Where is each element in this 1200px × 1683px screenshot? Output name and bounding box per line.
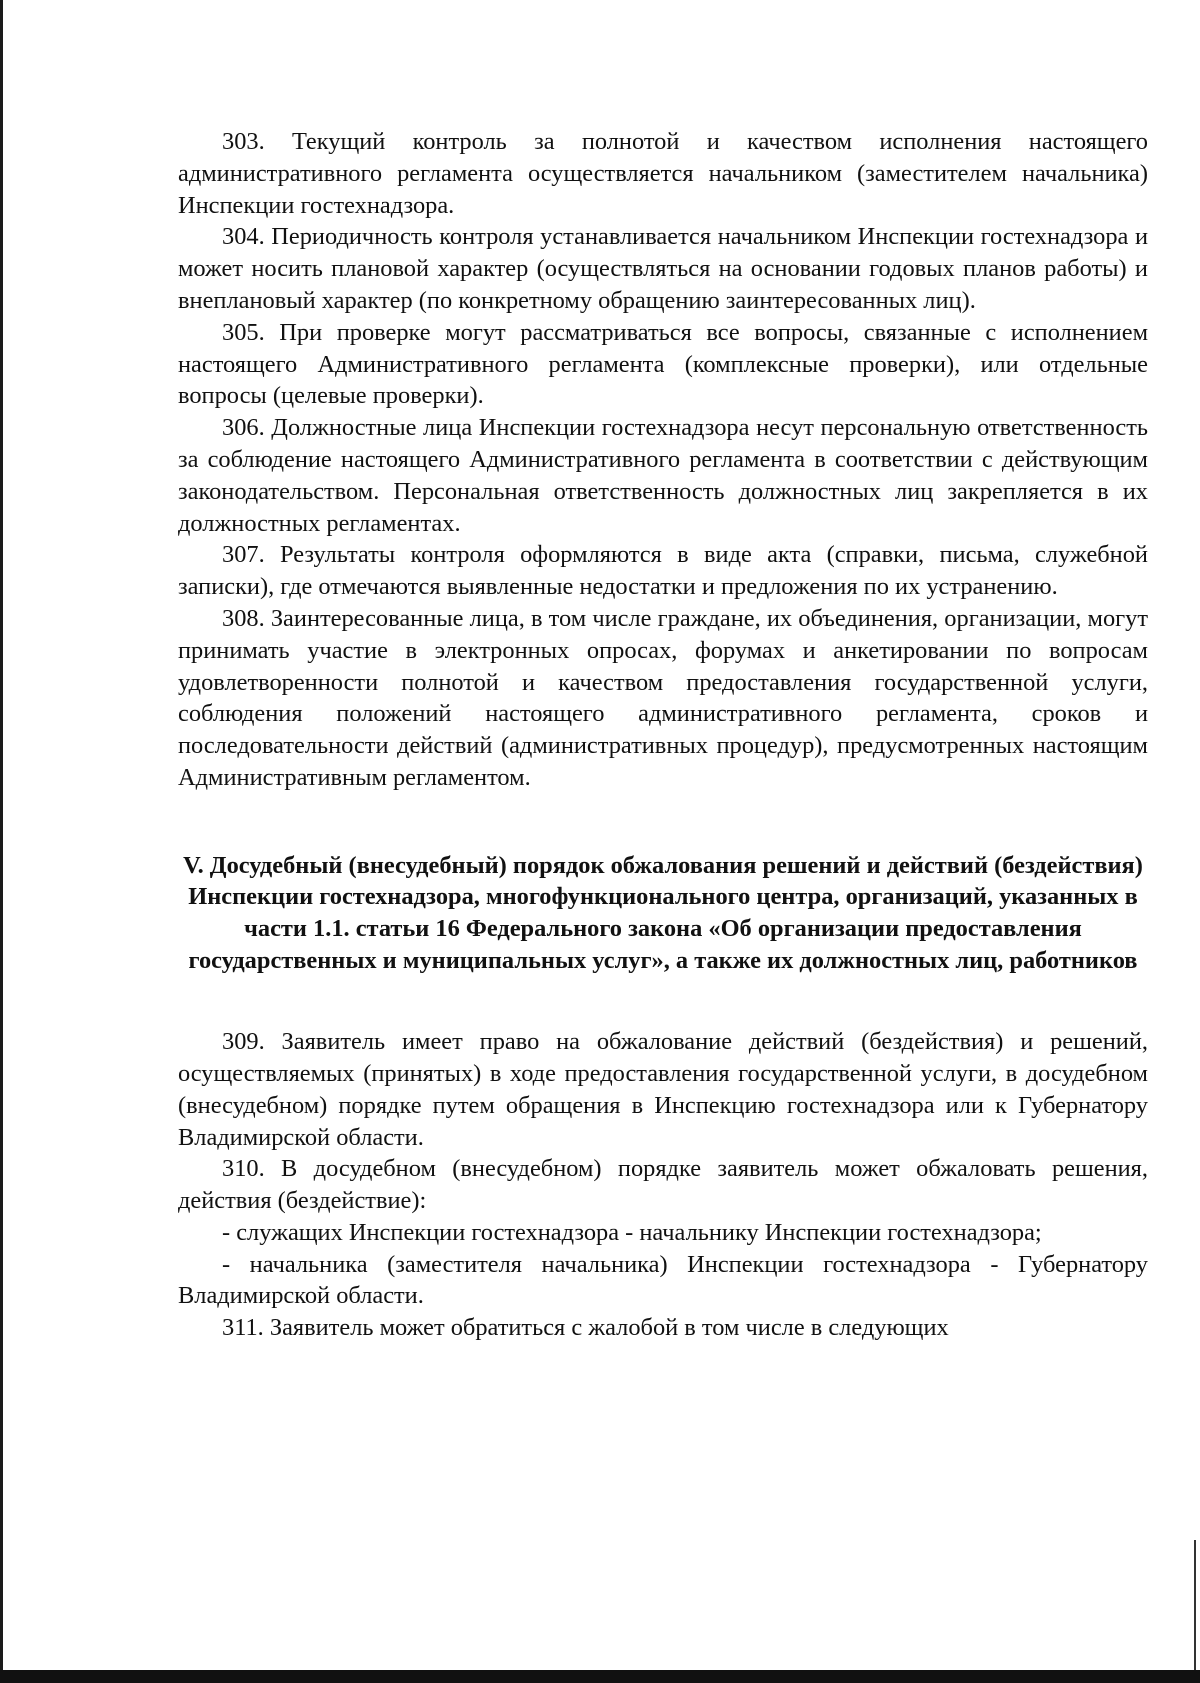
paragraph-303: 303. Текущий контроль за полнотой и качеством исполнения настоящего административного регламента осуществляется начальником (заместителем начальника) Инспекции гостехнадзора. [178, 128, 1148, 219]
scan-edge-right [1194, 1540, 1196, 1670]
document-body [178, 126, 1148, 1344]
list-item-employees: - служащих Инспекции гостехнадзора - начальнику Инспекции гостехнадзора; [222, 1218, 1042, 1246]
paragraph-309: 309. Заявитель имеет право на обжалование действий (бездействия) и решений, осуществляемых (принятых) в ходе предоставления государственной услуги, в досудебном (внесудебном) порядке путем обращения в Инспекцию гостехнадзора или к Губернатору Владимирской области. [178, 1028, 1148, 1151]
paragraph-311: 311. Заявитель может обратиться с жалобой в том числе в следующих [222, 1314, 949, 1342]
paragraph-307: 307. Результаты контроля оформляются в виде акта (справки, письма, служебной записки), где отмечаются выявленные недостатки и предложения по их устранению. [178, 541, 1148, 601]
paragraph-306: 306. Должностные лица Инспекции гостехнадзора несут персональную ответственность за соблюдение настоящего Административного регламента в соответствии с действующим законодательством. Персональная ответственность должностных лиц закрепляется в их должностных регламентах. [178, 414, 1148, 537]
list-item-head: - начальника (заместителя начальника) Инспекции гостехнадзора - Губернатору Владимирской области. [178, 1250, 1148, 1310]
paragraph-308: 308. Заинтересованные лица, в том числе граждане, их объединения, организации, могут принимать участие в электронных опросах, форумах и анкетировании по вопросам удовлетворенности полнотой и качеством предоставления государственной услуги, соблюдения положений настоящего административного регламента, сроков и последовательности действий (административных процедур), предусмотренных настоящим Административным регламентом. [178, 604, 1148, 791]
scan-edge-bottom [0, 1670, 1200, 1683]
scan-edge-left [0, 0, 3, 1683]
section-heading: V. Досудебный (внесудебный) порядок обжалования решений и действий (бездействия) Инспекции гостехнадзора, многофункционального центра, организаций, указанных в части 1.1. статьи 16 Федерального закона «Об организации предоставления государственных и муниципальных услуг», а также их должностных лиц, работников [183, 851, 1143, 974]
paragraph-310: 310. В досудебном (внесудебном) порядке заявитель может обжаловать решения, действия (бездействие): [178, 1155, 1148, 1215]
paragraph-304: 304. Периодичность контроля устанавливается начальником Инспекции гостехнадзора и может носить плановой характер (осуществляться на основании годовых планов работы) и внеплановый характер (по конкретному обращению заинтересованных лиц). [178, 223, 1148, 314]
paragraph-305: 305. При проверке могут рассматриваться все вопросы, связанные с исполнением настоящего Административного регламента (комплексные проверки), или отдельные вопросы (целевые проверки). [178, 318, 1148, 410]
